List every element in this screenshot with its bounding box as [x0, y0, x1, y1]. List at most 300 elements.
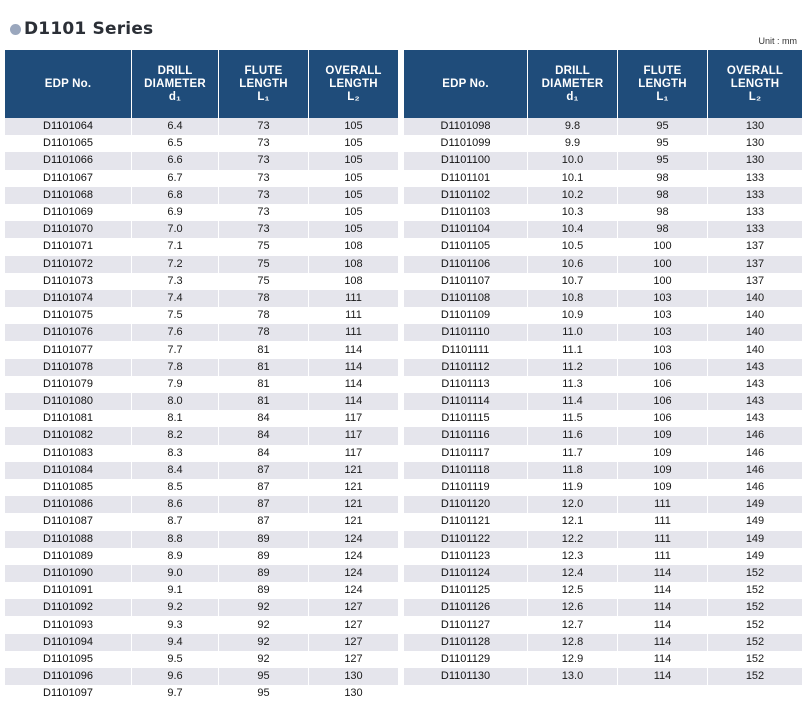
flute-length-cell: 81 [218, 393, 308, 410]
overall-length-cell: 127 [308, 651, 398, 668]
flute-length-cell: 92 [218, 634, 308, 651]
edp-cell: D1101114 [404, 393, 527, 410]
edp-cell: D1101126 [404, 599, 527, 616]
edp-cell: D1101097 [5, 685, 131, 702]
overall-length-cell: 105 [308, 152, 398, 169]
edp-cell: D1101130 [404, 668, 527, 685]
drill-diameter-cell: 9.2 [131, 599, 218, 616]
flute-length-cell: 98 [617, 170, 707, 187]
spec-table-left [5, 50, 398, 702]
drill-diameter-cell: 11.3 [527, 376, 617, 393]
edp-cell: D1101076 [5, 324, 131, 341]
drill-diameter-cell: 12.1 [527, 513, 617, 530]
table-row [5, 531, 398, 548]
table-row [404, 513, 802, 530]
drill-diameter-cell: 11.7 [527, 445, 617, 462]
edp-cell: D1101091 [5, 582, 131, 599]
overall-length-cell: 105 [308, 204, 398, 221]
drill-diameter-cell: 10.4 [527, 221, 617, 238]
table-row [5, 427, 398, 444]
drill-diameter-cell: 11.5 [527, 410, 617, 427]
edp-cell: D1101066 [5, 152, 131, 169]
drill-diameter-cell: 12.4 [527, 565, 617, 582]
edp-cell: D1101124 [404, 565, 527, 582]
flute-length-cell: 84 [218, 410, 308, 427]
overall-length-cell: 143 [707, 359, 802, 376]
drill-diameter-cell: 11.1 [527, 341, 617, 358]
spec-table-right [404, 50, 802, 685]
edp-cell: D1101064 [5, 118, 131, 135]
table-row [5, 324, 398, 341]
overall-length-cell: 127 [308, 599, 398, 616]
overall-length-cell: 152 [707, 565, 802, 582]
drill-diameter-cell: 10.3 [527, 204, 617, 221]
overall-length-cell: 149 [707, 531, 802, 548]
drill-diameter-cell: 6.8 [131, 187, 218, 204]
table-body-right [404, 118, 802, 685]
flute-length-cell: 106 [617, 410, 707, 427]
flute-length-cell: 81 [218, 359, 308, 376]
overall-length-cell: 121 [308, 496, 398, 513]
drill-diameter-cell: 10.0 [527, 152, 617, 169]
flute-length-cell: 92 [218, 651, 308, 668]
table-body-left [5, 118, 398, 702]
overall-length-cell: 108 [308, 238, 398, 255]
edp-cell: D1101086 [5, 496, 131, 513]
table-row [404, 135, 802, 152]
header-overall-length: OVERALL LENGTH L₂ [707, 50, 802, 118]
drill-diameter-cell: 8.0 [131, 393, 218, 410]
flute-length-cell: 92 [218, 616, 308, 633]
table-row [5, 513, 398, 530]
flute-length-cell: 73 [218, 170, 308, 187]
table-row [5, 548, 398, 565]
overall-length-cell: 127 [308, 634, 398, 651]
edp-cell: D1101109 [404, 307, 527, 324]
flute-length-cell: 92 [218, 599, 308, 616]
overall-length-cell: 130 [707, 118, 802, 135]
table-row [5, 634, 398, 651]
table-row [5, 445, 398, 462]
flute-length-cell: 111 [617, 496, 707, 513]
edp-cell: D1101105 [404, 238, 527, 255]
edp-cell: D1101067 [5, 170, 131, 187]
drill-diameter-cell: 9.0 [131, 565, 218, 582]
header-overall-length: OVERALL LENGTH L₂ [308, 50, 398, 118]
drill-diameter-cell: 12.3 [527, 548, 617, 565]
flute-length-cell: 73 [218, 204, 308, 221]
drill-diameter-cell: 9.9 [527, 135, 617, 152]
unit-label: Unit : mm [758, 36, 797, 46]
flute-length-cell: 89 [218, 565, 308, 582]
table-row [5, 462, 398, 479]
overall-length-cell: 152 [707, 651, 802, 668]
flute-length-cell: 106 [617, 393, 707, 410]
drill-diameter-cell: 10.8 [527, 290, 617, 307]
edp-cell: D1101117 [404, 445, 527, 462]
table-row [404, 651, 802, 668]
edp-cell: D1101068 [5, 187, 131, 204]
table-row [5, 221, 398, 238]
table-row [404, 634, 802, 651]
edp-cell: D1101069 [5, 204, 131, 221]
overall-length-cell: 140 [707, 341, 802, 358]
header-edp: EDP No. [404, 50, 527, 118]
flute-length-cell: 78 [218, 324, 308, 341]
flute-length-cell: 87 [218, 479, 308, 496]
flute-length-cell: 114 [617, 616, 707, 633]
overall-length-cell: 133 [707, 204, 802, 221]
flute-length-cell: 106 [617, 376, 707, 393]
overall-length-cell: 114 [308, 376, 398, 393]
edp-cell: D1101085 [5, 479, 131, 496]
table-row [5, 651, 398, 668]
table-row [404, 410, 802, 427]
drill-diameter-cell: 9.1 [131, 582, 218, 599]
table-row [5, 256, 398, 273]
edp-cell: D1101101 [404, 170, 527, 187]
edp-cell: D1101071 [5, 238, 131, 255]
flute-length-cell: 111 [617, 531, 707, 548]
drill-diameter-cell: 12.5 [527, 582, 617, 599]
overall-length-cell: 149 [707, 513, 802, 530]
flute-length-cell: 103 [617, 307, 707, 324]
drill-diameter-cell: 10.6 [527, 256, 617, 273]
page-title [10, 18, 153, 40]
overall-length-cell: 114 [308, 393, 398, 410]
overall-length-cell: 140 [707, 324, 802, 341]
flute-length-cell: 73 [218, 118, 308, 135]
drill-diameter-cell: 6.9 [131, 204, 218, 221]
overall-length-cell: 143 [707, 393, 802, 410]
edp-cell: D1101118 [404, 462, 527, 479]
table-row [5, 118, 398, 135]
overall-length-cell: 152 [707, 634, 802, 651]
table-row [404, 616, 802, 633]
flute-length-cell: 114 [617, 599, 707, 616]
edp-cell: D1101113 [404, 376, 527, 393]
header-drill-diameter: DRILL DIAMETER d₁ [131, 50, 218, 118]
overall-length-cell: 152 [707, 582, 802, 599]
flute-length-cell: 87 [218, 496, 308, 513]
edp-cell: D1101129 [404, 651, 527, 668]
overall-length-cell: 111 [308, 307, 398, 324]
drill-diameter-cell: 7.5 [131, 307, 218, 324]
drill-diameter-cell: 10.5 [527, 238, 617, 255]
table-row [5, 170, 398, 187]
drill-diameter-cell: 12.2 [527, 531, 617, 548]
drill-diameter-cell: 8.6 [131, 496, 218, 513]
drill-diameter-cell: 6.7 [131, 170, 218, 187]
overall-length-cell: 152 [707, 599, 802, 616]
overall-length-cell: 111 [308, 324, 398, 341]
table-row [5, 204, 398, 221]
drill-diameter-cell: 8.9 [131, 548, 218, 565]
drill-diameter-cell: 8.3 [131, 445, 218, 462]
edp-cell: D1101074 [5, 290, 131, 307]
flute-length-cell: 106 [617, 359, 707, 376]
edp-cell: D1101082 [5, 427, 131, 444]
drill-diameter-cell: 8.2 [131, 427, 218, 444]
drill-diameter-cell: 7.0 [131, 221, 218, 238]
overall-length-cell: 117 [308, 427, 398, 444]
edp-cell: D1101083 [5, 445, 131, 462]
table-row [404, 427, 802, 444]
edp-cell: D1101089 [5, 548, 131, 565]
overall-length-cell: 133 [707, 170, 802, 187]
overall-length-cell: 143 [707, 376, 802, 393]
overall-length-cell: 124 [308, 531, 398, 548]
table-row [5, 565, 398, 582]
drill-diameter-cell: 11.6 [527, 427, 617, 444]
table-row [5, 135, 398, 152]
overall-length-cell: 105 [308, 118, 398, 135]
drill-diameter-cell: 13.0 [527, 668, 617, 685]
table-row [5, 307, 398, 324]
table-row [404, 170, 802, 187]
flute-length-cell: 109 [617, 445, 707, 462]
drill-diameter-cell: 7.1 [131, 238, 218, 255]
overall-length-cell: 133 [707, 187, 802, 204]
edp-cell: D1101121 [404, 513, 527, 530]
drill-diameter-cell: 8.5 [131, 479, 218, 496]
flute-length-cell: 89 [218, 548, 308, 565]
overall-length-cell: 124 [308, 582, 398, 599]
flute-length-cell: 109 [617, 479, 707, 496]
drill-diameter-cell: 12.7 [527, 616, 617, 633]
edp-cell: D1101116 [404, 427, 527, 444]
drill-diameter-cell: 9.7 [131, 685, 218, 702]
header-flute-length: FLUTE LENGTH L₁ [218, 50, 308, 118]
edp-cell: D1101088 [5, 531, 131, 548]
table-row [5, 582, 398, 599]
table-row [5, 341, 398, 358]
table-row [5, 410, 398, 427]
flute-length-cell: 73 [218, 221, 308, 238]
drill-diameter-cell: 12.9 [527, 651, 617, 668]
table-row [5, 479, 398, 496]
table-row [404, 582, 802, 599]
overall-length-cell: 140 [707, 290, 802, 307]
table-row [404, 531, 802, 548]
edp-cell: D1101108 [404, 290, 527, 307]
overall-length-cell: 121 [308, 479, 398, 496]
table-row [404, 307, 802, 324]
edp-cell: D1101111 [404, 341, 527, 358]
flute-length-cell: 95 [218, 668, 308, 685]
table-row [5, 616, 398, 633]
overall-length-cell: 117 [308, 410, 398, 427]
edp-cell: D1101123 [404, 548, 527, 565]
flute-length-cell: 109 [617, 462, 707, 479]
flute-length-cell: 78 [218, 307, 308, 324]
drill-diameter-cell: 11.2 [527, 359, 617, 376]
flute-length-cell: 100 [617, 256, 707, 273]
table-row [5, 187, 398, 204]
table-row [404, 324, 802, 341]
table-row [404, 599, 802, 616]
series-title: D1101 Series [24, 19, 154, 39]
table-row [5, 668, 398, 685]
drill-diameter-cell: 8.1 [131, 410, 218, 427]
flute-length-cell: 98 [617, 204, 707, 221]
overall-length-cell: 130 [308, 685, 398, 702]
flute-length-cell: 87 [218, 513, 308, 530]
table-row [404, 393, 802, 410]
edp-cell: D1101092 [5, 599, 131, 616]
edp-cell: D1101115 [404, 410, 527, 427]
edp-cell: D1101093 [5, 616, 131, 633]
overall-length-cell: 130 [308, 668, 398, 685]
flute-length-cell: 75 [218, 238, 308, 255]
overall-length-cell: 105 [308, 187, 398, 204]
edp-cell: D1101106 [404, 256, 527, 273]
flute-length-cell: 89 [218, 531, 308, 548]
flute-length-cell: 114 [617, 651, 707, 668]
drill-diameter-cell: 11.0 [527, 324, 617, 341]
table-row [5, 273, 398, 290]
overall-length-cell: 152 [707, 668, 802, 685]
overall-length-cell: 124 [308, 565, 398, 582]
overall-length-cell: 140 [707, 307, 802, 324]
edp-cell: D1101102 [404, 187, 527, 204]
table-row [404, 341, 802, 358]
edp-cell: D1101078 [5, 359, 131, 376]
edp-cell: D1101128 [404, 634, 527, 651]
edp-cell: D1101100 [404, 152, 527, 169]
overall-length-cell: 108 [308, 256, 398, 273]
flute-length-cell: 75 [218, 273, 308, 290]
edp-cell: D1101127 [404, 616, 527, 633]
overall-length-cell: 133 [707, 221, 802, 238]
table-row [404, 548, 802, 565]
edp-cell: D1101125 [404, 582, 527, 599]
overall-length-cell: 121 [308, 513, 398, 530]
header-flute-length: FLUTE LENGTH L₁ [617, 50, 707, 118]
edp-cell: D1101079 [5, 376, 131, 393]
table-row [404, 204, 802, 221]
table-row [5, 359, 398, 376]
overall-length-cell: 137 [707, 273, 802, 290]
flute-length-cell: 73 [218, 135, 308, 152]
flute-length-cell: 73 [218, 187, 308, 204]
drill-diameter-cell: 8.8 [131, 531, 218, 548]
edp-cell: D1101122 [404, 531, 527, 548]
flute-length-cell: 103 [617, 341, 707, 358]
edp-cell: D1101104 [404, 221, 527, 238]
flute-length-cell: 111 [617, 513, 707, 530]
drill-diameter-cell: 12.8 [527, 634, 617, 651]
flute-length-cell: 87 [218, 462, 308, 479]
overall-length-cell: 105 [308, 170, 398, 187]
flute-length-cell: 98 [617, 221, 707, 238]
table-row [5, 496, 398, 513]
table-row [5, 376, 398, 393]
edp-cell: D1101090 [5, 565, 131, 582]
flute-length-cell: 109 [617, 427, 707, 444]
edp-cell: D1101096 [5, 668, 131, 685]
drill-diameter-cell: 9.8 [527, 118, 617, 135]
overall-length-cell: 149 [707, 496, 802, 513]
header-drill-diameter: DRILL DIAMETER d₁ [527, 50, 617, 118]
flute-length-cell: 114 [617, 634, 707, 651]
overall-length-cell: 130 [707, 135, 802, 152]
drill-diameter-cell: 9.5 [131, 651, 218, 668]
overall-length-cell: 105 [308, 221, 398, 238]
flute-length-cell: 78 [218, 290, 308, 307]
edp-cell: D1101119 [404, 479, 527, 496]
drill-diameter-cell: 12.6 [527, 599, 617, 616]
table-row [404, 238, 802, 255]
table-row [404, 221, 802, 238]
flute-length-cell: 84 [218, 427, 308, 444]
overall-length-cell: 146 [707, 462, 802, 479]
overall-length-cell: 124 [308, 548, 398, 565]
overall-length-cell: 111 [308, 290, 398, 307]
drill-diameter-cell: 9.4 [131, 634, 218, 651]
flute-length-cell: 84 [218, 445, 308, 462]
drill-diameter-cell: 7.2 [131, 256, 218, 273]
header-edp: EDP No. [5, 50, 131, 118]
flute-length-cell: 95 [218, 685, 308, 702]
overall-length-cell: 117 [308, 445, 398, 462]
drill-diameter-cell: 10.9 [527, 307, 617, 324]
drill-diameter-cell: 8.7 [131, 513, 218, 530]
edp-cell: D1101110 [404, 324, 527, 341]
overall-length-cell: 108 [308, 273, 398, 290]
drill-diameter-cell: 7.8 [131, 359, 218, 376]
table-row [404, 273, 802, 290]
flute-length-cell: 114 [617, 582, 707, 599]
edp-cell: D1101070 [5, 221, 131, 238]
table-row [5, 685, 398, 702]
edp-cell: D1101081 [5, 410, 131, 427]
flute-length-cell: 98 [617, 187, 707, 204]
flute-length-cell: 100 [617, 273, 707, 290]
table-row [404, 445, 802, 462]
drill-diameter-cell: 6.6 [131, 152, 218, 169]
table-row [5, 393, 398, 410]
edp-cell: D1101098 [404, 118, 527, 135]
table-row [404, 668, 802, 685]
flute-length-cell: 103 [617, 290, 707, 307]
table-row [404, 152, 802, 169]
edp-cell: D1101072 [5, 256, 131, 273]
table-row [404, 256, 802, 273]
overall-length-cell: 137 [707, 238, 802, 255]
edp-cell: D1101080 [5, 393, 131, 410]
edp-cell: D1101094 [5, 634, 131, 651]
edp-cell: D1101099 [404, 135, 527, 152]
flute-length-cell: 100 [617, 238, 707, 255]
edp-cell: D1101077 [5, 341, 131, 358]
flute-length-cell: 73 [218, 152, 308, 169]
flute-length-cell: 95 [617, 135, 707, 152]
overall-length-cell: 130 [707, 152, 802, 169]
drill-diameter-cell: 11.4 [527, 393, 617, 410]
table-row [404, 118, 802, 135]
drill-diameter-cell: 7.7 [131, 341, 218, 358]
edp-cell: D1101107 [404, 273, 527, 290]
drill-diameter-cell: 7.3 [131, 273, 218, 290]
bullet-dot-icon [10, 24, 21, 35]
overall-length-cell: 146 [707, 479, 802, 496]
table-row [404, 376, 802, 393]
drill-diameter-cell: 7.9 [131, 376, 218, 393]
edp-cell: D1101112 [404, 359, 527, 376]
overall-length-cell: 105 [308, 135, 398, 152]
edp-cell: D1101065 [5, 135, 131, 152]
